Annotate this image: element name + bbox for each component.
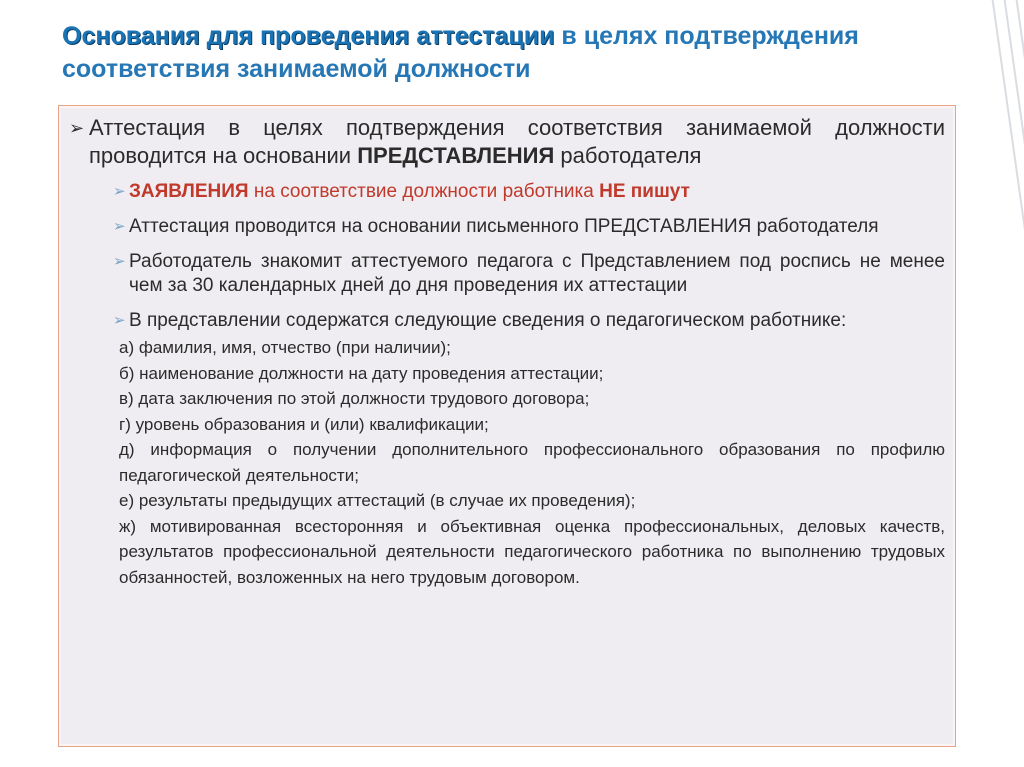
arrow-bullet-icon: ➢: [113, 218, 126, 235]
list-item: д) информация о получении дополнительного профессионального образования по профилю педагогической деятельности;: [119, 440, 945, 485]
main-item: [69, 114, 945, 170]
list-item: в) дата заключения по этой должности трудового договора;: [119, 389, 590, 408]
arrow-bullet-icon: ➢: [113, 183, 126, 200]
arrow-bullet-icon: ➢: [69, 118, 85, 138]
decorative-stripes: [964, 0, 1024, 767]
main-item-text-a: Аттестация в целях подтверждения соответствия занимаемой должности проводится на основании: [89, 115, 945, 168]
sub-item-contents-text: В представлении содержатся следующие сведения о педагогическом работнике:: [129, 310, 847, 331]
sub-item-statement-bold2: НЕ пишут: [599, 181, 690, 202]
list-item: г) уровень образования и (или) квалификации;: [119, 414, 489, 434]
content-box: [58, 105, 956, 747]
sub-item-acquaint: [113, 250, 945, 298]
sub-item-statement: [113, 180, 945, 204]
sub-item-basis-text: Аттестация проводится на основании письменного ПРЕДСТАВЛЕНИЯ работодателя: [129, 216, 879, 237]
sub-item-statement-text: на соответствие должности работника: [248, 181, 600, 202]
sub-item-basis: [113, 215, 945, 239]
page-title: [62, 20, 942, 86]
list-item: б) наименование должности на дату проведения аттестации;: [119, 363, 604, 383]
sub-item-contents: [113, 309, 945, 333]
content: [59, 106, 955, 746]
list-item: ж) мотивированная всесторонняя и объективная оценка профессиональных, деловых качеств, результатов профессиональной деятельности педагогического работника по выполнению трудовых обязанностей, возложенных на него трудовым договором.: [119, 516, 945, 587]
title-strong: Основания для проведения аттестации: [62, 22, 555, 50]
main-item-text-b: работодателя: [554, 143, 702, 168]
list-item: а) фамилия, имя, отчество (при наличии);: [119, 338, 451, 357]
sub-item-acquaint-text: Работодатель знакомит аттестуемого педагога с Представлением под роспись не менее чем за 30 календарных дней до дня проведения их аттестации: [129, 251, 945, 296]
list-item: е) результаты предыдущих аттестаций (в случае их проведения);: [119, 491, 636, 510]
arrow-bullet-icon: ➢: [113, 312, 126, 329]
sub-item-statement-bold: ЗАЯВЛЕНИЯ: [129, 181, 249, 202]
main-item-bold: ПРЕДСТАВЛЕНИЯ: [357, 143, 555, 168]
title-rest: в целях подтверждения соответствия занимаемой должности: [62, 22, 859, 83]
arrow-bullet-icon: ➢: [113, 253, 126, 270]
